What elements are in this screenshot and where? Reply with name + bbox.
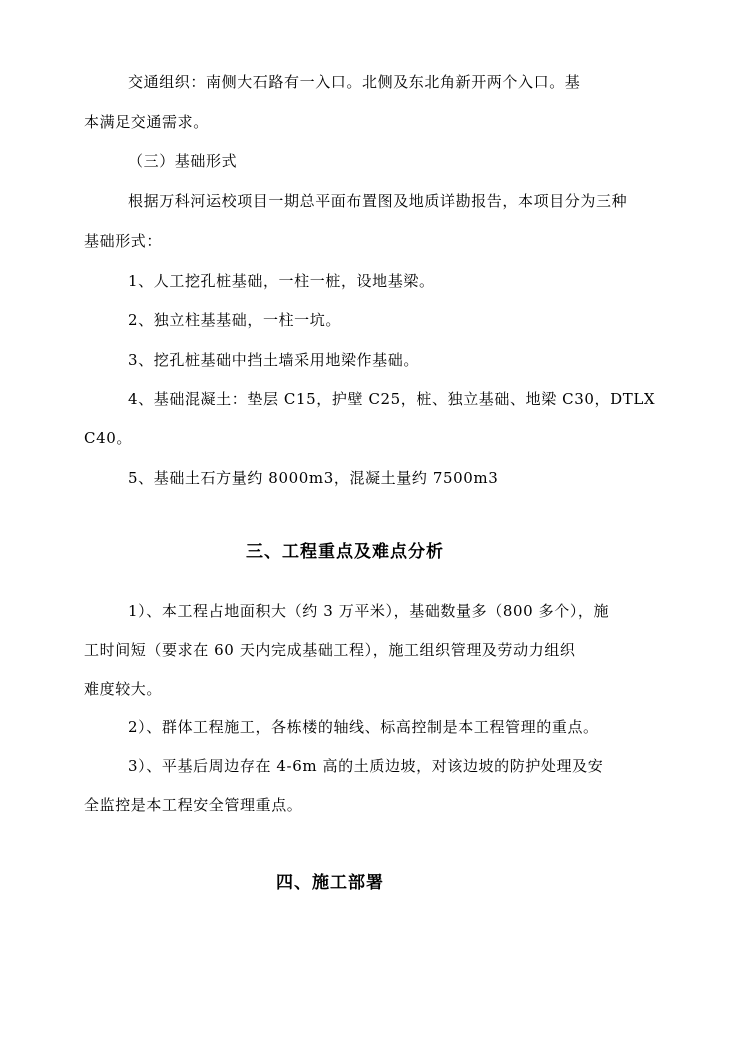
key-point-1-line-3: 难度较大。: [84, 680, 163, 698]
foundation-item-1: 1、人工挖孔桩基础，一柱一桩，设地基梁。: [128, 272, 435, 290]
section-heading-4: 四、施工部署: [276, 873, 384, 893]
foundation-item-3: 3、挖孔桩基础中挡土墙采用地梁作基础。: [128, 351, 419, 369]
key-point-3-line-2: 全监控是本工程安全管理重点。: [84, 796, 303, 814]
foundation-intro-line-1: 根据万科河运校项目一期总平面布置图及地质详勘报告，本项目分为三种: [128, 192, 628, 210]
foundation-intro-line-2: 基础形式：: [84, 232, 163, 250]
key-point-1-line-1: 1）、本工程占地面积大（约 3 万平米），基础数量多（800 多个），施: [128, 602, 610, 620]
foundation-item-5: 5、基础土石方量约 8000m3，混凝土量约 7500m3: [128, 469, 499, 487]
section-heading-3: 三、工程重点及难点分析: [246, 542, 444, 562]
traffic-paragraph-line-2: 本满足交通需求。: [84, 113, 209, 131]
traffic-paragraph-line-1: 交通组织：南侧大石路有一入口。北侧及东北角新开两个入口。基: [128, 73, 581, 91]
key-point-3-line-1: 3）、平基后周边存在 4-6m 高的土质边坡，对该边坡的防护处理及安: [128, 757, 604, 775]
key-point-2: 2）、群体工程施工，各栋楼的轴线、标高控制是本工程管理的重点。: [128, 718, 599, 736]
foundation-item-2: 2、独立柱基基础，一柱一坑。: [128, 311, 341, 329]
foundation-item-4-line-1: 4、基础混凝土：垫层 C15，护壁 C25，桩、独立基础、地梁 C30，DTLX: [128, 390, 656, 408]
key-point-1-line-2: 工时间短（要求在 60 天内完成基础工程），施工组织管理及劳动力组织: [84, 641, 576, 659]
foundation-item-4-line-2: C40。: [84, 429, 132, 447]
foundation-subheading: （三）基础形式: [128, 152, 238, 170]
